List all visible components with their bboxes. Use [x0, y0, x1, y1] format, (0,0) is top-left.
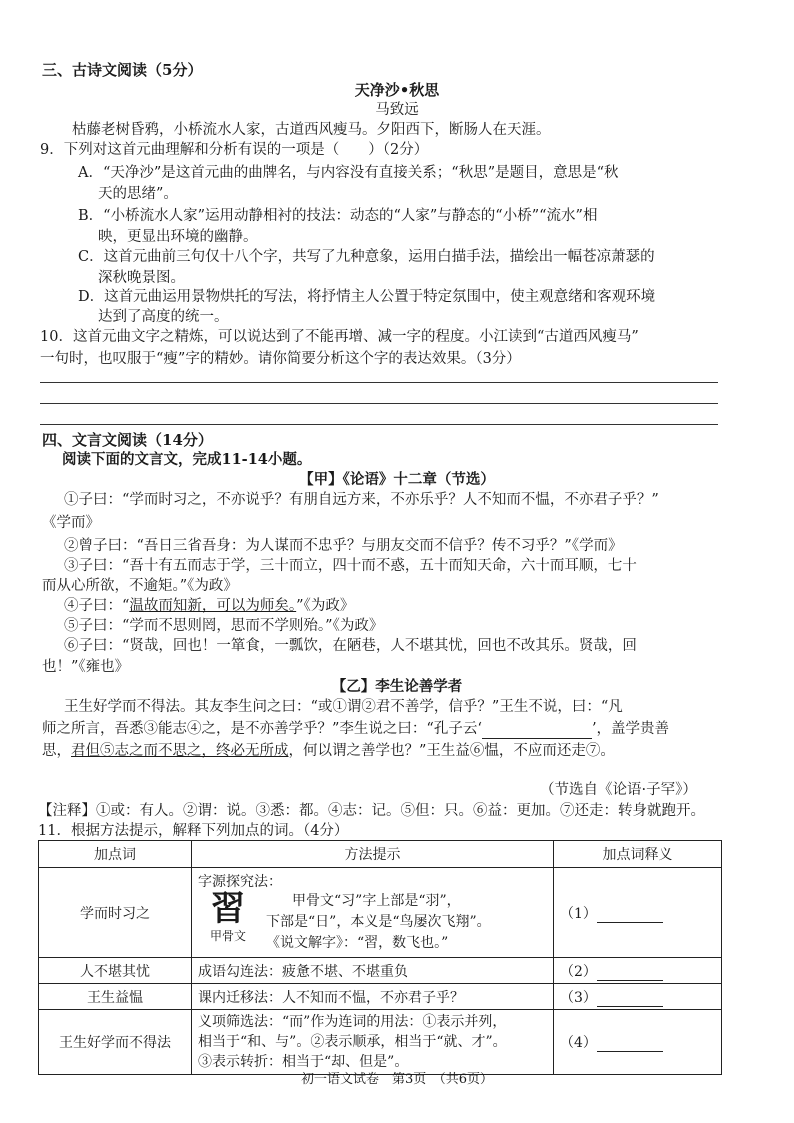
row2-method: 成语勾连法：疲惫不堪、不堪重负: [192, 958, 554, 984]
jia-paragraph-5: ⑤子曰：“学而不思则罔，思而不学则殆。”《为政》: [64, 618, 384, 634]
passage-source: （节选自《论语·子罕》）: [540, 782, 697, 798]
jia-paragraph-3-cont: 而从心所欲，不逾矩。”《为政》: [42, 578, 238, 594]
table-header-meaning: 加点词释义: [554, 841, 722, 868]
row1-method-line-3: 《说文解字》：“習，数飞也。”: [266, 935, 449, 951]
row4-method: [192, 1010, 554, 1075]
answer-line-1[interactable]: [40, 382, 718, 383]
yi-p3-underlined: 君但⑤志之而不思之，终必无所成: [71, 743, 289, 759]
section4-instruction: 阅读下面的文言文，完成11-14小题。: [62, 451, 312, 468]
yi-p3-prefix: 思，: [42, 743, 71, 759]
question-9-option-b-cont: 映，更显出环境的幽静。: [98, 229, 258, 245]
answer-blank-2[interactable]: [597, 966, 663, 981]
question-9-option-d-cont: 达到了高度的统一。: [98, 309, 229, 325]
question-9-stem: 9．下列对这首元曲理解和分析有误的一项是（ ）（2分）: [40, 142, 429, 158]
question-9-option-c-cont: 深秋晚景图。: [98, 270, 185, 286]
table-row: [39, 1010, 722, 1075]
row3-method: 课内迁移法：人不知而不愠，不亦君子乎？: [192, 984, 554, 1010]
method-table: [38, 840, 722, 1075]
poem-title: 天净沙•秋思: [354, 81, 440, 99]
poem-text: 枯藤老树昏鸦，小桥流水人家，古道西风瘦马。夕阳西下，断肠人在天涯。: [72, 122, 551, 138]
question-9-option-c: C．这首元曲前三句仅十八个字，共写了九种意象，运用白描手法，描绘出一幅苍凉萧瑟的: [78, 249, 655, 265]
table-row: [39, 984, 722, 1010]
row4-answer[interactable]: （4）: [554, 1010, 722, 1075]
section3-heading: 三、古诗文阅读（5分）: [42, 61, 203, 79]
row1-method-line-2: 下部是“日”，本义是“鸟屡次飞翔”。: [266, 914, 491, 930]
table-row: [39, 958, 722, 984]
jia-p4-underlined: 温故而知新，可以为师矣。: [129, 598, 297, 614]
yi-p2-suffix: ’，盖学贵善: [591, 721, 670, 737]
yi-paragraph-line-3: [42, 741, 615, 761]
jia-paragraph-1: ①子曰：“学而时习之，不亦说乎？有朋自远方来，不亦乐乎？人不知而不愠，不亦君子乎？”: [64, 492, 659, 508]
answer-blank-4[interactable]: [597, 1037, 663, 1052]
oracle-bone-glyph-icon: 習: [211, 889, 245, 929]
question-10-stem-cont: 一句时，也叹服于“瘦”字的精妙。请你简要分析这个字的表达效果。（3分）: [40, 351, 521, 367]
row1-answer[interactable]: （1）: [554, 868, 722, 958]
page-footer: 初一语文试卷 第3页 （共6页）: [300, 1072, 494, 1087]
passage-jia-title: 【甲】《论语》十二章（节选）: [299, 471, 495, 488]
row3-answer[interactable]: （3）: [554, 984, 722, 1010]
jia-paragraph-6: ⑥子曰：“贤哉，回也！一箪食，一瓢饮，在陋巷，人不堪其忧，回也不改其乐。贤哉，回: [64, 638, 637, 654]
row1-word: 学而时习之: [39, 868, 192, 958]
jia-p4-suffix: ”《为政》: [296, 598, 355, 614]
question-9-option-a: A．“天净沙”是这首元曲的曲牌名，与内容没有直接关系；“秋思”是题目，意思是“秋: [78, 165, 619, 181]
jia-paragraph-1-source: 《学而》: [42, 515, 100, 531]
glyph-label: 甲骨文: [209, 929, 246, 943]
yi-paragraph-line-2: [42, 719, 669, 739]
jia-paragraph-2: ②曾子曰：“吾日三省吾身：为人谋而不忠乎？与朋友交而不信乎？传不习乎？”《学而》: [64, 538, 623, 554]
yi-p3-suffix: ，何以谓之善学也？”王生益⑥愠，不应而还走⑦。: [288, 743, 615, 759]
row4-method-line-1: 义项筛选法：“而”作为连词的用法：①表示并列，: [198, 1014, 507, 1030]
row1-method-line-1: 甲骨文“习”字上部是“羽”，: [292, 893, 461, 909]
table-row: [39, 868, 722, 958]
question-9-option-d: D．这首元曲运用景物烘托的写法，将抒情主人公置于特定氛围中，使主观意绪和客观环境: [78, 289, 656, 305]
jia-paragraph-3: ③子曰：“吾十有五而志于学，三十而立，四十而不惑，五十而知天命，六十而耳顺，七十: [64, 558, 637, 574]
annotations: 【注释】①或：有人。②谓：说。③悉：都。④志：记。⑤但：只。⑥益：更加。⑦还走：转身就跑开。: [38, 803, 705, 819]
quote-blank[interactable]: [482, 724, 592, 739]
question-9-option-a-cont: 天的思绪”。: [98, 186, 178, 202]
passage-yi-title: 【乙】李生论善学者: [331, 678, 463, 695]
yi-p2-prefix: 师之所言，吾悉③能志④之，是不亦善学乎？”李生说之曰：“孔子云‘: [42, 721, 482, 737]
row4-method-line-2: 相当于“和、与”。②表示顺承，相当于“就、才”。: [198, 1034, 507, 1050]
question-11-stem: 11．根据方法提示，解释下列加点的词。（4分）: [38, 823, 349, 839]
question-10-stem: 10．这首元曲文字之精炼，可以说达到了不能再增、减一字的程度。小江读到“古道西风瘦马”: [40, 329, 639, 345]
table-header-word: 加点词: [39, 841, 192, 868]
row3-word: 王生益愠: [39, 984, 192, 1010]
answer-blank-3[interactable]: [597, 992, 663, 1007]
jia-paragraph-6-cont: 也！”《雍也》: [42, 659, 130, 675]
row2-answer[interactable]: （2）: [554, 958, 722, 984]
answer-line-2[interactable]: [40, 403, 718, 404]
jia-p4-prefix: ④子曰：“: [64, 598, 130, 614]
table-header-method: 方法提示: [192, 841, 554, 868]
table-header-row: [39, 841, 722, 868]
row2-word: 人不堪其忧: [39, 958, 192, 984]
question-9-option-b: B．“小桥流水人家”运用动静相衬的技法：动态的“人家”与静态的“小桥”“流水”相: [78, 208, 598, 224]
poem-author: 马致远: [375, 102, 419, 118]
row1-method-title: 字源探究法：: [198, 874, 282, 890]
row4-method-line-3: ③表示转折：相当于“却、但是”。: [198, 1054, 409, 1070]
answer-line-3[interactable]: [40, 424, 718, 425]
row4-word: 王生好学而不得法: [39, 1010, 192, 1075]
yi-paragraph-line-1: 王生好学而不得法。其友李生问之曰：“或①谓②君不善学，信乎？”王生不说，曰：“凡: [64, 699, 623, 715]
row1-method: [192, 868, 554, 958]
jia-paragraph-4: [64, 596, 354, 616]
answer-blank-1[interactable]: [597, 908, 663, 923]
section4-heading: 四、文言文阅读（14分）: [42, 431, 213, 449]
